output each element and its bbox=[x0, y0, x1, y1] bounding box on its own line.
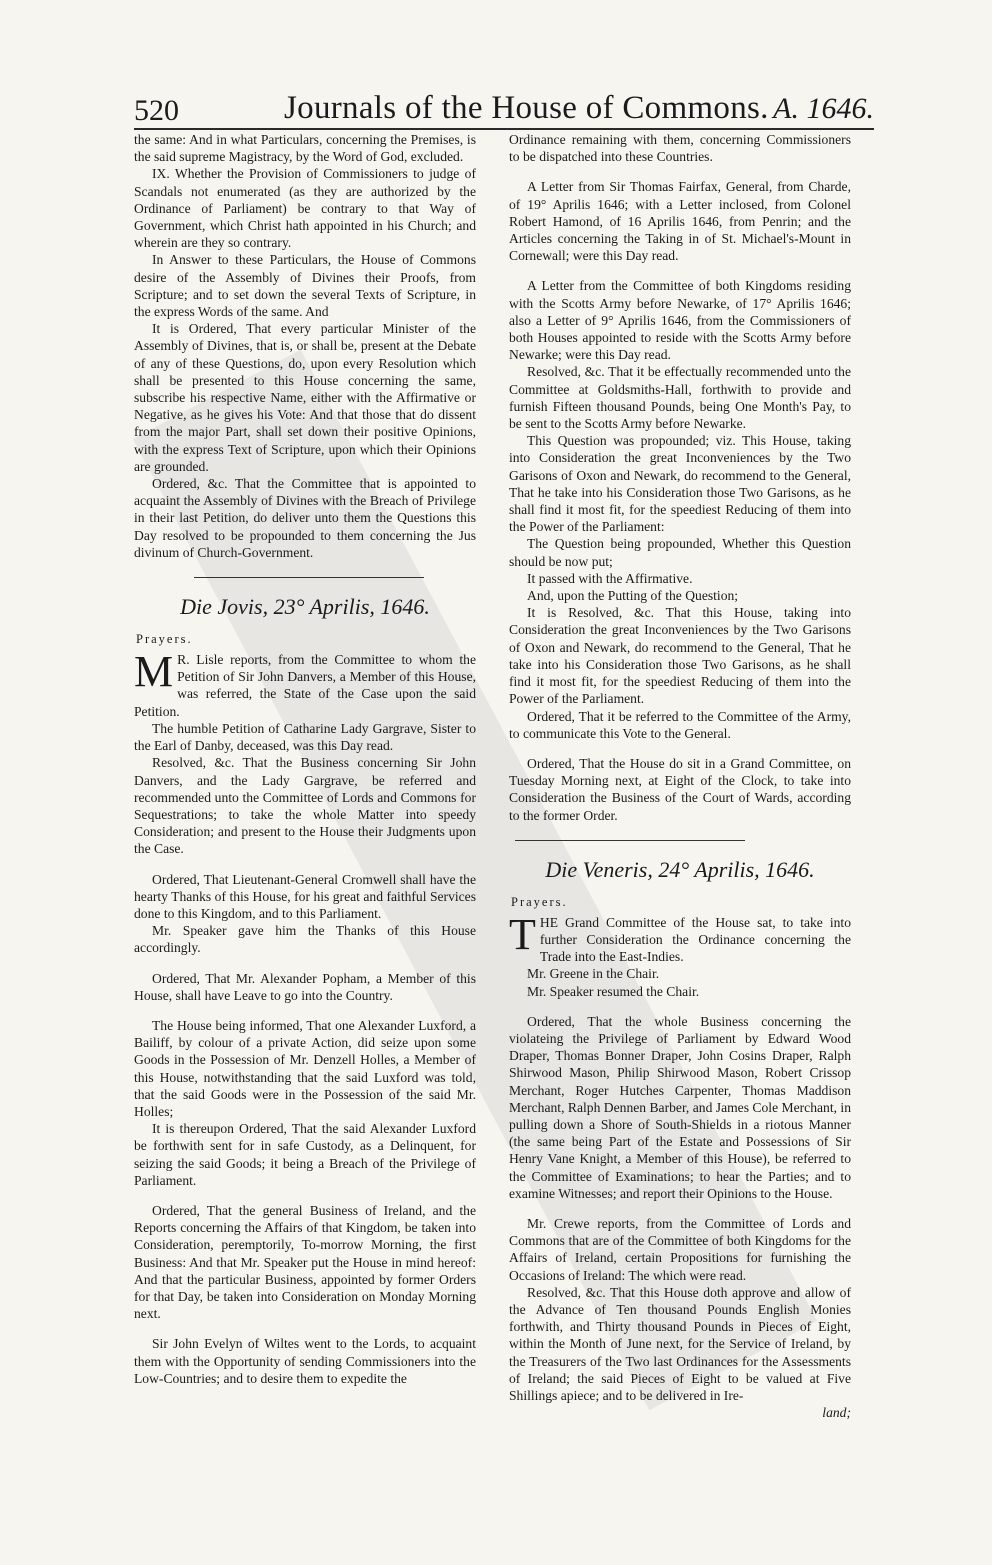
paragraph: THE Grand Committee of the House sat, to take into further Consideration the Ordinance concerning the Trade into the East-Indies. bbox=[509, 909, 851, 965]
day-heading: Die Veneris, 24° Aprilis, 1646. bbox=[545, 856, 815, 882]
spacer bbox=[509, 264, 851, 277]
drop-cap: M bbox=[134, 647, 174, 697]
paragraph: Sir John Evelyn of Wiltes went to the Lords, to acquaint them with the Opportunity of sending Commissioners into the Low-Countries; and to desire them to expedite the bbox=[134, 1336, 476, 1386]
catchword: land; bbox=[822, 1405, 851, 1421]
spacer bbox=[134, 1322, 476, 1335]
spacer bbox=[509, 165, 851, 178]
spacer bbox=[134, 1189, 476, 1202]
day-heading: Die Jovis, 23° Aprilis, 1646. bbox=[180, 594, 430, 620]
spacer bbox=[134, 1004, 476, 1017]
header-rule bbox=[134, 128, 874, 130]
section-divider bbox=[515, 840, 745, 841]
section-divider bbox=[194, 577, 424, 578]
paragraph: The Question being propounded, Whether this Question should be now put; bbox=[509, 536, 851, 569]
paragraph: It is Ordered, That every particular Minister of the Assembly of Divines, that is, or shall be, present at the Debate of any of these Questions, do, upon every Resolution which shall be presented to this House concerning the same, subscribe his respective Name, either with the Affirmative or Negative, as he gives his Vote: And that those that do dissent from the major Part, shall set down their positive Opinions, with the express Text of Scripture, upon which their Opinions are grounded. bbox=[134, 321, 476, 474]
paragraph: Ordered, That it be referred to the Committee of the Army, to communicate this Vote to the General. bbox=[509, 708, 851, 741]
right-column bbox=[509, 131, 851, 1421]
prayers-label: Prayers. bbox=[511, 894, 568, 909]
paragraph: Mr. Greene in the Chair. bbox=[527, 966, 660, 982]
paragraph: Ordered, That Lieutenant-General Cromwell shall have the hearty Thanks of this House, for his great and faithful Services done to this Kingdom, and to this Parliament. bbox=[134, 871, 476, 921]
spacer bbox=[134, 957, 476, 970]
paragraph: Mr. Speaker gave him the Thanks of this House accordingly. bbox=[134, 923, 476, 956]
paragraph: It is thereupon Ordered, That the said Alexander Luxford be forthwith sent for in safe Custody, as a Delinquent, for seizing the said Goods; it being a Breach of the Privilege of Parliament. bbox=[134, 1121, 476, 1188]
journal-title: Journals of the House of Commons. bbox=[284, 90, 769, 126]
drop-cap: T bbox=[509, 909, 536, 959]
year-heading: A. 1646. bbox=[773, 92, 874, 125]
paragraph: The humble Petition of Catharine Lady Gargrave, Sister to the Earl of Danby, deceased, was this Day read. bbox=[134, 720, 476, 754]
paragraph: It passed with the Affirmative. bbox=[527, 570, 693, 586]
prayers-label: Prayers. bbox=[136, 632, 193, 647]
paragraph: Ordered, That the House do sit in a Grand Committee, on Tuesday Morning next, at Eight of the Clock, to take into Consideration the Business of the Court of Wards, according to the former Order. bbox=[509, 755, 851, 823]
paragraph: A Letter from the Committee of both Kingdoms residing with the Scotts Army before Newarke, of 17° Aprilis 1646; also a Letter of 9° Aprilis 1646, from the Commissioners of both Houses appointed to reside with the Scotts Army before Newarke; were this Day read. bbox=[509, 278, 851, 363]
paragraph: This Question was propounded; viz. This House, taking into Consideration the great Inconveniences by the Two Garisons of Oxon and Newark, do recommend to the General, That he take into his Consideration those Two Garisons, as he shall find it most fit, for the speediest Reducing of them into the Power of the Parliament: bbox=[509, 433, 851, 535]
page-number: 520 bbox=[134, 94, 179, 127]
paragraph: It is Resolved, &c. That this House, taking into Consideration the great Inconveniences by the Two Garisons of Oxon and Newark, do recommend to the General, That he take into his Consideration those Two Garisons, as he shall find it most fit, for the speediest Reducing of them into the Power of the Parliament. bbox=[509, 605, 851, 707]
paragraph: Mr. Crewe reports, from the Committee of Lords and Commons that are of the Committee of both Kingdoms for the Affairs of Ireland, certain Propositions for furnishing the Occasions of Ireland: The which were read. bbox=[509, 1215, 851, 1283]
paragraph: Ordered, That the general Business of Ireland, and the Reports concerning the Affairs of that Kingdom, be taken into Consideration, peremptorily, To-morrow Morning, the first Business: And that Mr. Speaker put the House in mind hereof: And that the particular Business, appointed by former Orders for that Day, be taken into Consideration on Monday Morning next. bbox=[134, 1202, 476, 1322]
paragraph: Ordered, &c. That the Committee that is appointed to acquaint the Assembly of Divines with the Breach of Privilege in their last Petition, do deliver unto them the Questions this Day resolved to be propounded to them concerning the Jus divinum of Church-Government. bbox=[134, 476, 476, 560]
paragraph: Resolved, &c. That this House doth approve and allow of the Advance of Ten thousand Pounds English Monies forthwith, and Thirty thousand Pounds in Pieces of Eight, within the Month of June next, for the Service of Ireland, by the Treasurers of the Two last Ordinances for the Assessments of Ireland; the said Pieces of Eight to be valued at Five Shillings apiece; and to be delivered in Ire- bbox=[509, 1284, 851, 1403]
spacer bbox=[134, 858, 476, 871]
paragraph: Resolved, &c. That it be effectually recommended unto the Committee at Goldsmiths-Hall, forthwith to provide and furnish Fifteen thousand Pounds, being One Month's Pay, to be sent to the Scotts Army before Newarke. bbox=[509, 364, 851, 432]
paragraph: And, upon the Putting of the Question; bbox=[527, 588, 739, 604]
left-column bbox=[134, 131, 476, 1387]
paragraph: M R. Lisle reports, from the Committee to whom the Petition of Sir John Danvers, a Member of this House, was referred, the State of the Case upon the said Petition. bbox=[134, 647, 476, 719]
paragraph: Resolved, &c. That the Business concerning Sir John Danvers, and the Lady Gargrave, be referred and recommended unto the Committee of Lords and Commons for Sequestrations; to take the whole Matter into speedy Consideration; and present to the House their Judgments upon the Case. bbox=[134, 755, 476, 857]
paragraph: In Answer to these Particulars, the House of Commons desire of the Assembly of Divines their Proofs, from Scripture; and to set down the several Texts of Scripture, in the express Words of the same. And bbox=[134, 252, 476, 320]
paragraph: Mr. Speaker resumed the Chair. bbox=[527, 983, 700, 999]
paragraph: Ordinance remaining with them, concerning Commissioners to be dispatched into these Countries. bbox=[509, 132, 851, 165]
paragraph: the same: And in what Particulars, concerning the Premises, is the said supreme Magistracy, by the Word of God, excluded. bbox=[134, 132, 476, 165]
paragraph: Ordered, That Mr. Alexander Popham, a Member of this House, shall have Leave to go into the Country. bbox=[134, 970, 476, 1003]
page-header bbox=[134, 88, 874, 132]
spacer bbox=[509, 1202, 851, 1215]
spacer bbox=[509, 1000, 851, 1013]
paragraph: IX. Whether the Provision of Commissioners to judge of Scandals not enumerated (as they are authorized by the Ordinance of Parliament) be contrary to that Way of Government, which Christ hath appointed in his Church; and wherein are they so contrary. bbox=[134, 166, 476, 251]
paragraph: A Letter from Sir Thomas Fairfax, General, from Charde, of 19° Aprilis 1646; with a Letter inclosed, from Colonel Robert Hamond, of 16 Aprilis 1646, from Penrin; and the Articles concerning the Taking in of St. Michael's-Mount in Cornewall; were this Day read. bbox=[509, 179, 851, 264]
paragraph: The House being informed, That one Alexander Luxford, a Bailiff, by colour of a private Action, did seize upon some Goods in the Possession of Mr. Denzell Holles, a Member of this House, notwithstanding that the said Luxford was told, that the said Goods were in the Possession of the said Mr. Holles; bbox=[134, 1017, 476, 1119]
spacer bbox=[509, 742, 851, 755]
paragraph: Ordered, That the whole Business concerning the violateing the Privilege of Parliament by Edward Wood Draper, Thomas Bonner Draper, John Cosins Draper, Ralph Shirwood Mason, Philip Shirwood Mason, Robert Crissop Merchant, Roger Hutches Carpenter, Thomas Maddison Merchant, Ralph Dennen Barber, and James Cole Merchant, in pulling down a Shore of South-Shields in a riotous Manner (the same being Part of the Estate and Possessions of Sir Henry Vane Knight, a Member of this House), be referred to the Committee of Examinations; to hear the Parties; and to examine Witnesses; and report their Opinions to the House. bbox=[509, 1013, 851, 1201]
